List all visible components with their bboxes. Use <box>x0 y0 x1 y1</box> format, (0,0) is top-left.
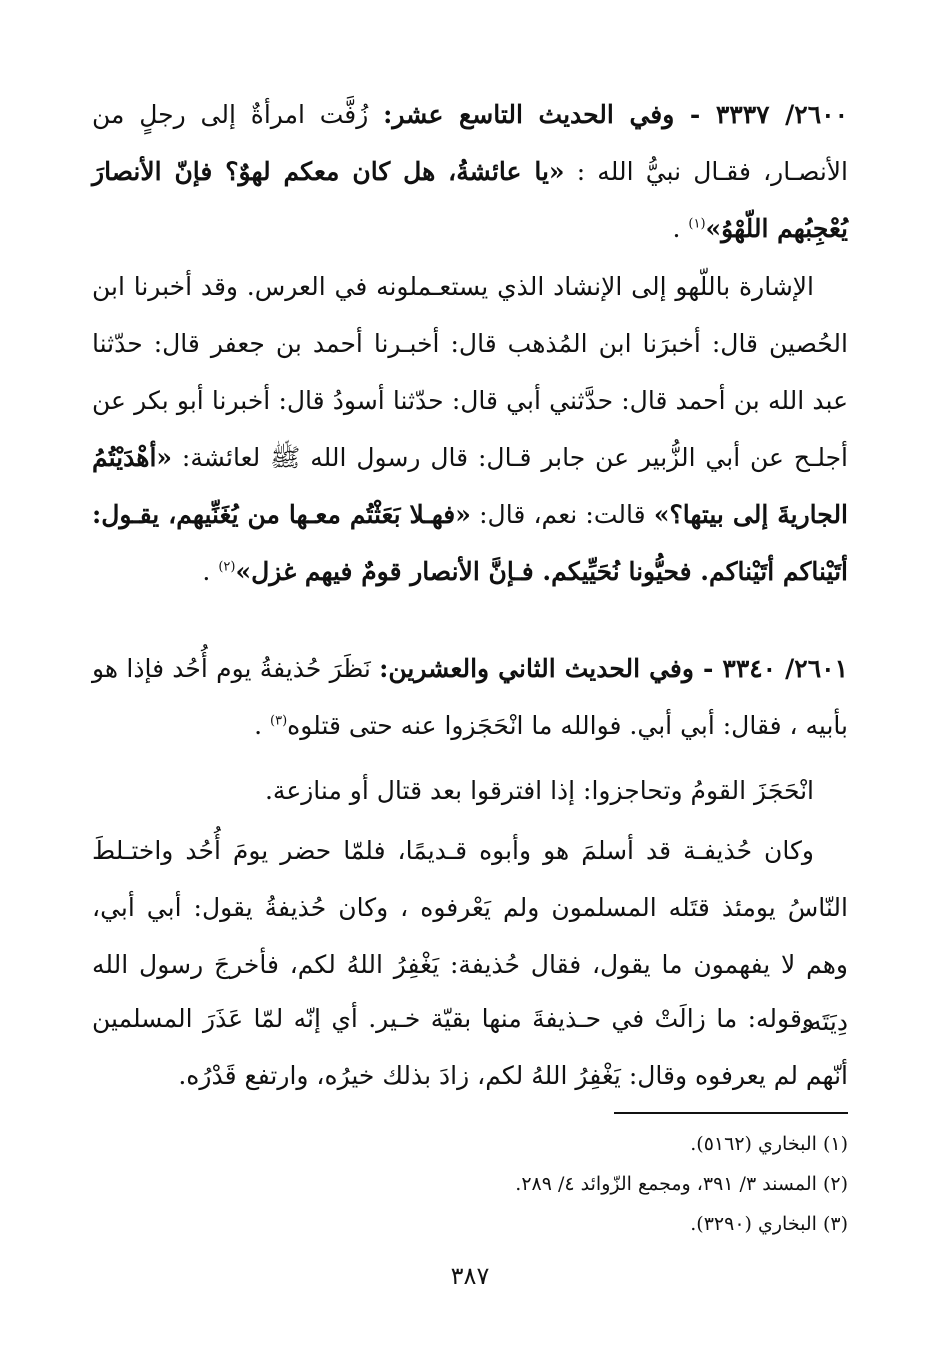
hadith-heading: ٢٦٠١/ ٣٣٤٠ - وفي الحديث الثاني والعشرين: <box>379 654 848 683</box>
footnote-item: (٢) المسند ٣/ ٣٩١، ومجمع الزّوائد ٤/ ٢٨٩. <box>515 1173 848 1195</box>
hadith-entry-2600 <box>92 86 848 257</box>
footnote-ref: (٢) <box>218 559 236 575</box>
commentary-paragraph <box>92 258 848 600</box>
commentary-text-end: . <box>202 557 219 586</box>
prophet-quote: «أهْدَيْتُمُ الجاريةَ إلى بيتها؟» <box>92 443 849 529</box>
commentary-text: قالت: نعم، قال: <box>470 500 654 529</box>
footnote-ref: (٣) <box>270 713 288 729</box>
gloss-paragraph: انْحَجَزَ القومُ وتحاجزوا: إذا افترقوا بعد قتال أو منازعة. <box>264 776 814 805</box>
footnote-item: (٣) البخاري (٣٢٩٠). <box>690 1213 848 1235</box>
hadith-text: نَظَرَ حُذيفةُ يوم أُحُد فإذا هو بأبيه ، فقال: أبي أبي. فوالله ما انْحَجَزوا عنه حتى قتلوه <box>92 654 848 740</box>
page-number: ٣٨٧ <box>450 1262 490 1290</box>
footnotes-list <box>92 1124 848 1244</box>
prophet-quote: «فهـلا بَعَثْتُم معـها من يُغَنِّيهم، يقـول: أتَيْناكم أتَيْناكم. فحيُّونا نُحَيِّيكم. فـإنَّ الأنصار قومٌ فيهم غزل» <box>92 500 848 586</box>
footnote-ref: (١) <box>688 216 706 232</box>
hadith-entry-2601 <box>92 640 848 754</box>
hadith-text-end: . <box>672 214 689 243</box>
prophet-quote: «يا عائشةُ، هل كان معكم لهوٌ؟ فإنّ الأنصارَ يُعْجِبُهم اللّهْوُ» <box>92 157 848 243</box>
commentary-paragraph: وكان حُذيفـة قد أسلمَ هو وأبوه قـديمًا، فلمّا حضر يومَ أُحُد واختـلطَ النّاسُ يومئذ قتَله المسلمون ولم يَعْرفوه ، وكان حُذيفةُ يقول: أبي أبي، وهم لا يفهمون ما يقول، فقال حُذيفة: يَغْفِرُ اللهُ لكم، فأخرجَ رسول الله دِيَتَه. <box>92 836 848 1036</box>
footnote-item: (١) البخاري (٥١٦٢). <box>690 1133 848 1155</box>
hadith-text-end: . <box>254 711 271 740</box>
hadith-text: زُفَّت امرأةٌ إلى رجلٍ من الأنصـار، فقـال نبيُّ الله : <box>92 100 848 186</box>
commentary-text: الإشارة باللّهو إلى الإنشاد الذي يستعـملونه في العرس. وقد أخبرنا ابن الحُصين قال: أخبرَنا ابن المُذهب قال: أخبـرنا أحمد بن جعفر قال: حدّثنا عبد الله بن أحمد قال: حدَّثني أبي قال: حدّثنا أسودُ قال: أخبرنا أبو بكر عن أجلـح عن أبي الزُّبير عن جابر قـال: قال رسول الله ﷺ لعائشة: <box>92 272 848 472</box>
hadith-heading: ٢٦٠٠/ ٣٣٣٧ - وفي الحديث التاسع عشر: <box>383 100 848 129</box>
footnote-divider <box>614 1112 848 1114</box>
commentary-paragraph: وقوله: ما زالَتْ في حـذيفةَ منها بقيّة خـير. أي إنّه لمّا عَذَرَ المسلمين أنّهم لم يعرفوه وقال: يَغْفِرُ اللهُ لكم، زادَ بذلك خيرُه، وارتفع قَدْرُه. <box>92 1004 848 1090</box>
